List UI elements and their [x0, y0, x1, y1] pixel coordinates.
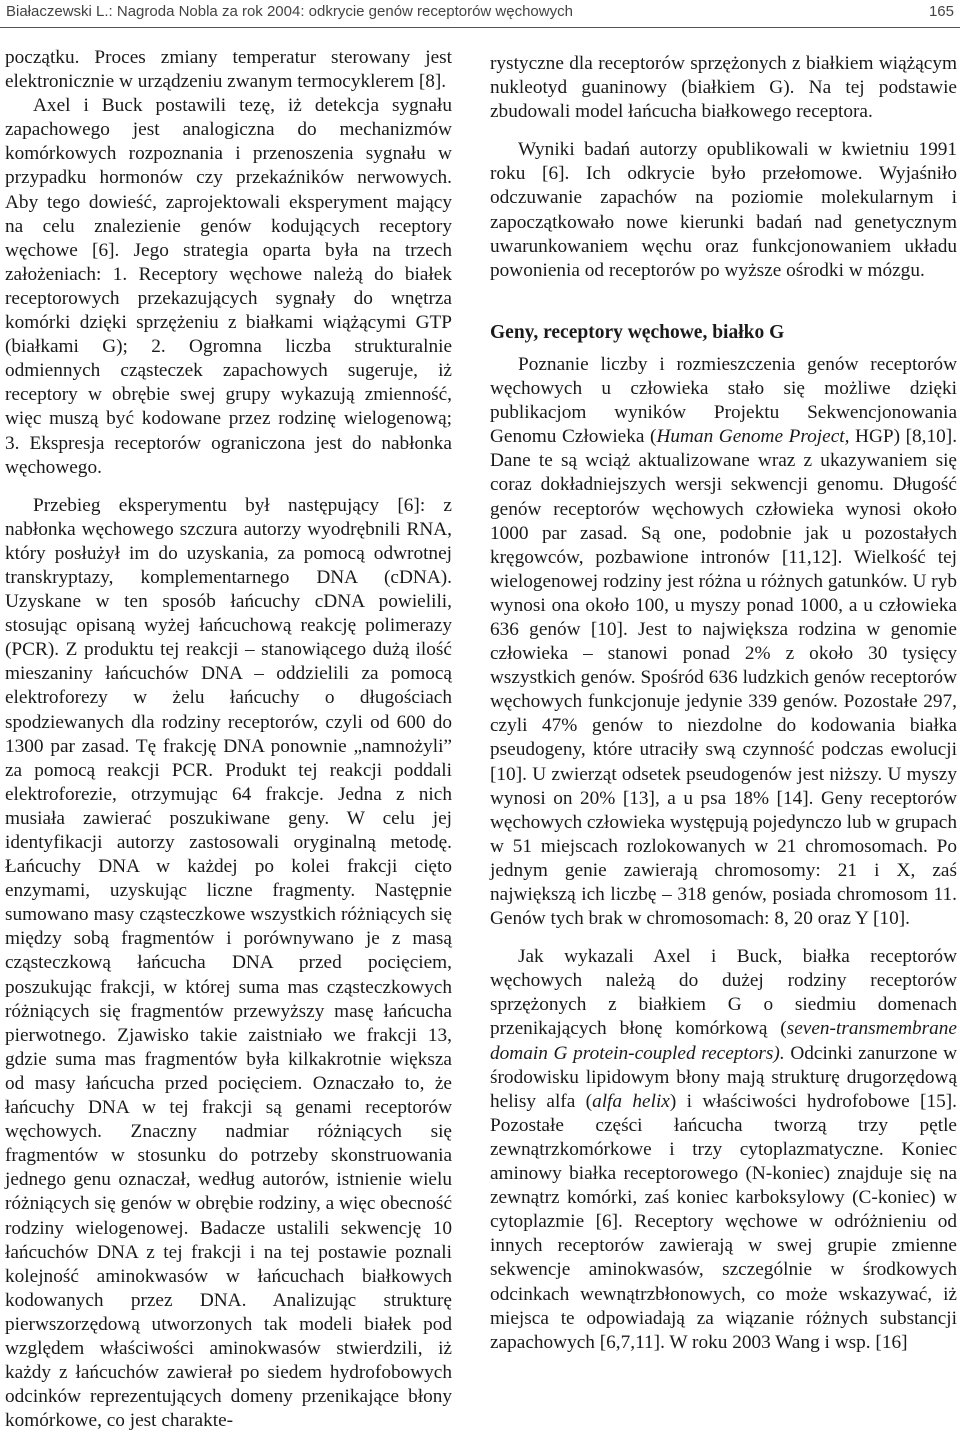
paragraph: Axel i Buck postawili tezę, iż detekcja sygnału zapachowego jest analogiczna do mechanizmów komórkowych rozpoznania i przenoszenia sygnału w przypadku hormonów czy przekaźników nerwowych. Aby tego dowieść, zaprojektowali eksperyment mający na celu znalezienie genów kodujących receptory węchowe [6]. Jego strategia oparta była na trzech założeniach: 1. Receptory węchowe należą do białek receptorowych przekazujących sygnały do wnętrza komórki dzięki sprzężeniu z białkami wiążącymi GTP (białkami G); 2. Ogromna liczba strukturalnie odmiennych cząsteczek zapachowych sugeruje, iż receptory w obrębie swej grupy wykazują zmienność, więc muszą być kodowane przez rodzinę wielogenową; 3. Ekspresja receptorów ograniczona jest do nabłonka węchowego.: [5, 95, 452, 478]
paragraph: Przebieg eksperymentu był następujący [6]: z nabłonka węchowego szczura autorzy wyodrębnili RNA, który posłużył im do uzyskania, za pomocą odwrotnej transkryptazy, komplementarnego DNA (cDNA). Uzyskane w ten sposób łańcuchy cDNA powielili, stosując opisaną wyżej łańcuchową reakcję polimerazy (PCR). Z produktu tej reakcji – stanowiącego dużą ilość mieszaniny łańcuchów DNA – oddzielili za pomocą elektroforezy w żelu łańcuchy o długościach spodziewanych dla rodziny receptorów, czyli od 600 do 1300 par zasad. Tę frakcję DNA ponownie „namnożyli” za pomocą reakcji PCR. Produkt tej reakcji poddali elektroforezie, otrzymując 64 frakcje. Jedna z nich musiała zawierać poszukiwane geny. W celu jej identyfikacji autorzy zastosowali oryginalną metodę. Łańcuchy DNA w każdej po kolei frakcji cięto enzymami, uzyskując liczne fragmenty. Następnie sumowano masy cząsteczkowe wszystkich różniących się między sobą fragmentów i porównywano je z masą cząsteczkową łańcucha DNA przed pocięciem, poszukując frakcji, w której suma mas cząsteczkowych różniących się fragmentów przewyższy masę łańcucha pierwotnego. Zjawisko takie zaistniało we frakcji 13, gdzie suma mas fragmentów była kilkakrotnie większa od masy łańcucha przed pocięciem. Oznaczało to, że łańcuchy DNA w tej frakcji są genami receptorów węchowych. Znaczny nadmiar różniących się fragmentów w stosunku do potrzeby skonstruowania jednego genu oznaczał, według autorów, istnienie wielu różniących się genów w obrębie rodziny, a więc obecność rodziny wielogenowej. Badacze ustalili sekwencję 10 łańcuchów DNA z tej frakcji i na tej postawie poznali kolejność aminokwasów w łańcuchach białkowych kodowanych przez DNA. Analizując strukturę pierwszorzędową utworzonych tak modeli białek pod względem właściwości aminokwasów stwierdzili, iż każdy z łańcuchów zawierał po siedem hydrofobowych odcinków reprezentujących domeny przenikające błony komórkowe, co jest charakte-: [5, 494, 452, 1432]
paragraph: początku. Proces zmiany temperatur sterowany jest elektronicznie w urządzeniu zwanym termocyklerem [8].: [5, 47, 452, 93]
text-run: HGP) [8,10]. Dane te są wciąż aktualizowane wraz z ukazywaniem się coraz dokładniejszych wersji sekwencji genomu. Długość genów receptorów węchowych człowieka wynosi około 1000 par zasad. Są one, podobnie jak u pozostałych kręgowców, pozbawione intronów [11,12]. Wielkość tej wielogenowej rodziny jest różna u różnych gatunków. U ryb wynosi ona około 100, u myszy ponad 1000, a u człowieka 636 genów [10]. Jest to największa rodzina w genomie człowieka – stanowi ponad 2% z około 30 tysięcy wszystkich genów. Spośród 636 ludzkich genów receptorów węchowych funkcjonuje jedynie 339 genów. Pozostałe 297, czyli 47% genów to niezdolne do kodowania białka pseudogeny, które utraciły swą czynność podczas ewolucji [10]. U zwierząt odsetek pseudogenów jest niższy. U myszy wynosi on 20% [13], a u psa 18% [14]. Geny receptorów węchowych człowieka występują pojedynczo lub w grupach w 51 miejscach rozlokowanych w 21 chromosomach. Po jednym genie zawierają chromosomy: 21 i X, zaś największą ich liczbę – 318 genów, posiada chromosom 11. Genów tych brak w chromosomach: 8, 20 oraz Y [10].: [490, 426, 958, 930]
paragraph: [490, 945, 957, 1355]
text-run: Poznanie liczby i rozmieszczenia genów receptorów węchowych u człowieka stało się możliwe dzięki publikacjom wyników Projektu Sekwencjonowania Genomu Człowieka (: [490, 353, 957, 448]
italic-term: Human Genome Project,: [656, 426, 850, 448]
text-run: Odcinki zanurzone w środowisku lipidowym błony mają strukturę drugorzędową helisy alfa (: [490, 1042, 958, 1112]
running-header: [0, 0, 960, 28]
page-number: 165: [928, 3, 954, 20]
text-run: Jak wykazali Axel i Buck, białka receptorów węchowych należą do dużej rodziny receptorów sprzężonych z białkiem G o siedmiu domenach przenikających błonę komórkową (: [490, 946, 957, 1040]
running-title: Białaczewski L.: Nagroda Nobla za rok 2004: odkrycie genów receptorów węchowych: [6, 3, 573, 20]
italic-term: seven-transmembrane domain G protein-coupled receptors).: [490, 1018, 957, 1064]
text-run: ) i właściwości hydrofobowe [15]. Pozostałe części łańcucha tworzą trzy pętle zewnątrzkomórkowe i trzy cytoplazmatyczne. Koniec aminowy białka receptorowego (N-koniec) znajduje się na zewnątrz komórki, zaś koniec karboksylowy (C-koniec) w cytoplazmie [6]. Receptory węchowe w odróżnieniu od innych receptorów zawierają w swej grupie zmienne sekwencje aminokwasów, szczególnie w środkowych odcinkach wewnątrzbłonowych, co może wskazywać, iż miejsca te odpowiadają za wiązanie różnych substancji zapachowych [6,7,11]. W roku 2003 Wang i wsp. [16]: [490, 1090, 957, 1353]
right-column: [490, 52, 957, 1355]
section-heading: Geny, receptory węchowe, białko G: [490, 321, 785, 343]
paragraph: [490, 353, 957, 931]
left-column: [5, 46, 452, 1433]
paragraph: Wyniki badań autorzy opublikowali w kwietniu 1991 roku [6]. Ich odkrycie było przełomowe. Wyjaśniło odczuwanie zapachów na poziomie molekularnym i zapoczątkowało nowe kierunki badań nad genetycznym uwarunkowaniem węchu oraz funkcjonowaniem układu powonienia od receptorów po wyższe ośrodki w mózgu.: [490, 139, 957, 281]
italic-term: alfa helix: [592, 1090, 670, 1112]
paragraph: rystyczne dla receptorów sprzężonych z białkiem wiążącym nukleotyd guaninowy (białkiem G). Na tej podstawie zbudowali model łańcucha białkowego receptora.: [490, 53, 957, 123]
